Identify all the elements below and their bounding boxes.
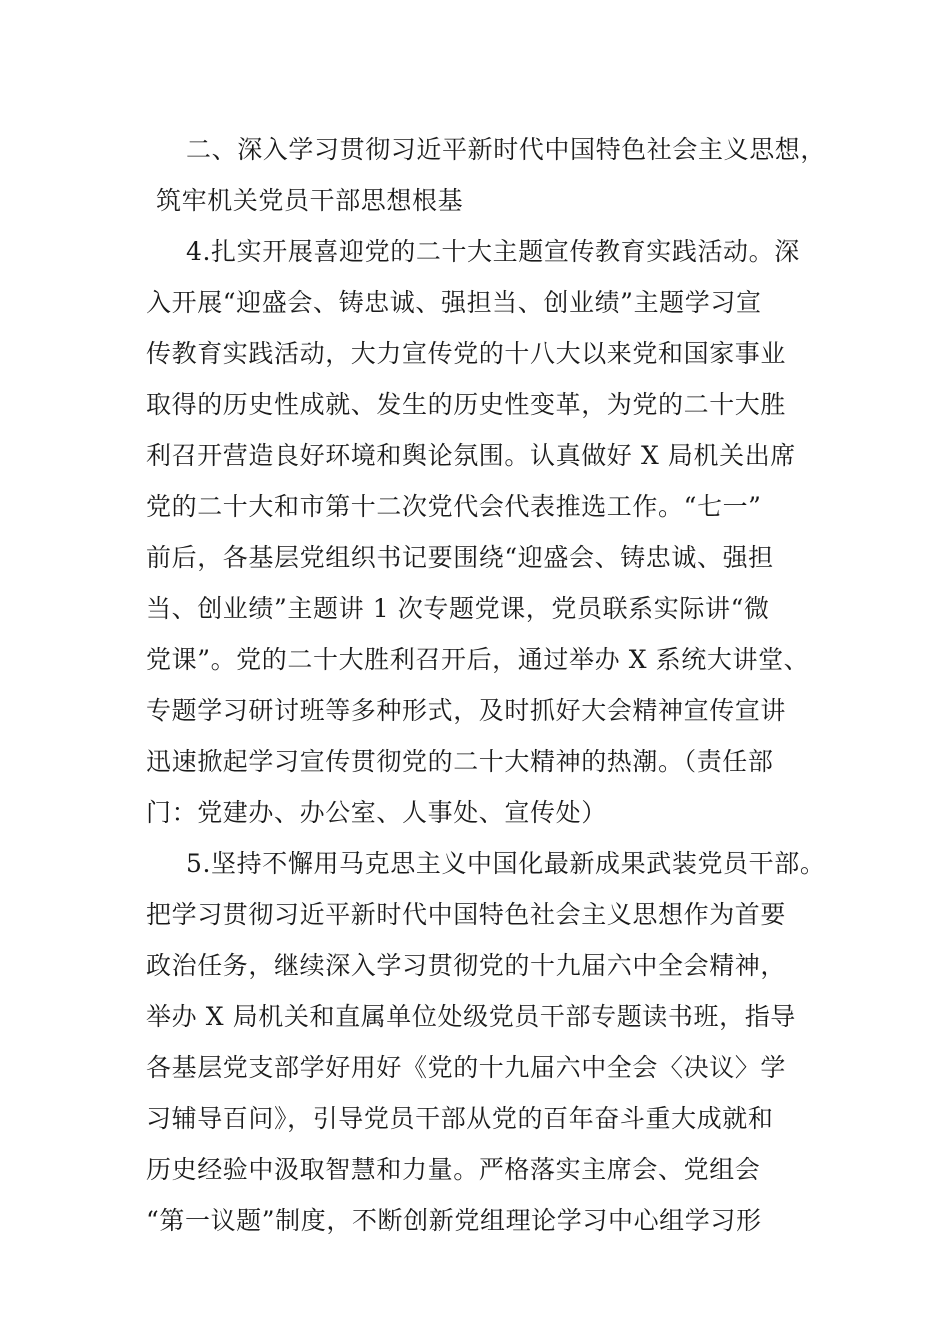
section-heading-line-2: 筑牢机关党员干部思想根基 — [156, 186, 464, 215]
paragraph-4-line-4: 取得的历史性成就、发生的历史性变革，为党的二十大胜 — [146, 390, 787, 419]
paragraph-4-line-7: 前后，各基层党组织书记要围绕“迎盛会、铸忠诚、强担 — [146, 543, 774, 572]
paragraph-5-line-7: 历史经验中汲取智慧和力量。严格落实主席会、党组会 — [146, 1155, 761, 1184]
paragraph-4-line-5: 利召开营造良好环境和舆论氛围。认真做好 X 局机关出席 — [146, 441, 796, 470]
paragraph-5-line-5: 各基层党支部学好用好《党的十九届六中全会〈决议〉学 — [146, 1053, 787, 1082]
paragraph-4-line-9: 党课”。党的二十大胜利召开后，通过举办 X 系统大讲堂、 — [146, 645, 810, 674]
paragraph-4-line-8: 当、创业绩”主题讲 1 次专题党课，党员联系实际讲“微 — [146, 594, 770, 623]
paragraph-4-line-6: 党的二十大和市第十二次党代会代表推选工作。“七一” — [146, 492, 762, 521]
paragraph-5-line-8: “第一议题”制度，不断创新党组理论学习中心组学习形 — [146, 1206, 762, 1235]
section-heading-line-1: 二、深入学习贯彻习近平新时代中国特色社会主义思想， — [186, 135, 827, 164]
paragraph-5-line-1: 5.坚持不懈用马克思主义中国化最新成果武装党员干部。 — [186, 849, 826, 878]
paragraph-4-line-11: 迅速掀起学习宣传贯彻党的二十大精神的热潮。（责任部 — [146, 747, 774, 776]
paragraph-4-line-3: 传教育实践活动，大力宣传党的十八大以来党和国家事业 — [146, 339, 787, 368]
paragraph-4-line-2: 入开展“迎盛会、铸忠诚、强担当、创业绩”主题学习宣 — [146, 288, 762, 317]
paragraph-5-line-2: 把学习贯彻习近平新时代中国特色社会主义思想作为首要 — [146, 900, 787, 929]
paragraph-4-line-12: 门：党建办、办公室、人事处、宣传处） — [146, 798, 607, 827]
paragraph-5-line-6: 习辅导百问》，引导党员干部从党的百年奋斗重大成就和 — [146, 1104, 774, 1133]
paragraph-4-line-10: 专题学习研讨班等多种形式，及时抓好大会精神宣传宣讲 — [146, 696, 787, 725]
paragraph-4-line-1: 4.扎实开展喜迎党的二十大主题宣传教育实践活动。深 — [186, 237, 800, 266]
paragraph-5-line-4: 举办 X 局机关和直属单位处级党员干部专题读书班，指导 — [146, 1002, 796, 1031]
paragraph-5-line-3: 政治任务，继续深入学习贯彻党的十九届六中全会精神， — [146, 951, 787, 980]
